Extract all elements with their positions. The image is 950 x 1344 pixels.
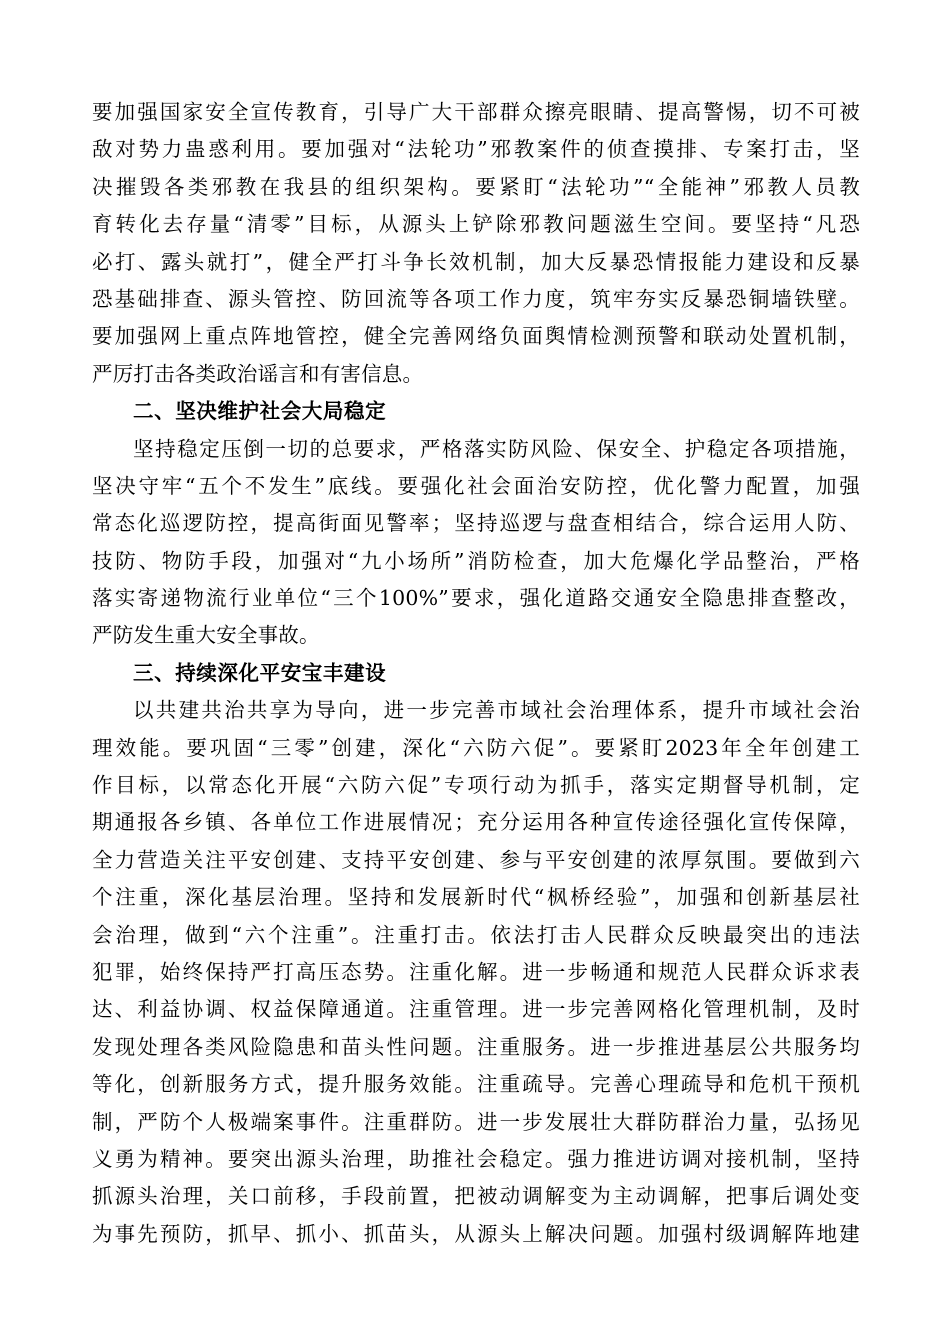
- text-line: 理效能。要巩固“三零”创建，深化“六防六促”。要紧盯2023年全年创建工: [92, 735, 860, 760]
- text-line: 为事先预防，抓早、抓小、抓苗头，从源头上解决问题。加强村级调解阵地建: [92, 1221, 860, 1246]
- section-heading-social-stability: 二、坚决维护社会大局稳定: [133, 399, 387, 424]
- text-line: 抓源头治理，关口前移，手段前置，把被动调解变为主动调解，把事后调处变: [92, 1184, 860, 1209]
- text-line: 个注重，深化基层治理。坚持和发展新时代“枫桥经验”，加强和创新基层社: [92, 885, 860, 910]
- text-line: 全力营造关注平安创建、支持平安创建、参与平安创建的浓厚氛围。要做到六: [92, 847, 860, 872]
- text-line: 敌对势力蛊惑利用。要加强对“法轮功”邪教案件的侦查摸排、专案打击，坚: [92, 137, 860, 162]
- text-line: 严防发生重大安全事故。: [92, 623, 320, 648]
- text-line: 要加强网上重点阵地管控，健全完善网络负面舆情检测预警和联动处置机制，: [92, 324, 860, 349]
- document-page: [92, 94, 860, 1253]
- text-line: 要加强国家安全宣传教育，引导广大干部群众擦亮眼睛、提高警惕，切不可被: [92, 100, 860, 124]
- text-line: 等化，创新服务方式，提升服务效能。注重疏导。完善心理疏导和危机干预机: [92, 1072, 860, 1097]
- text-line: 坚持稳定压倒一切的总要求，严格落实防风险、保安全、护稳定各项措施，: [133, 436, 860, 461]
- text-line: 育转化去存量“清零”目标，从源头上铲除邪教问题滋生空间。要坚持“凡恐: [92, 212, 860, 237]
- text-line: 达、利益协调、权益保障通道。注重管理。进一步完善网格化管理机制，及时: [92, 997, 860, 1022]
- text-line: 技防、物防手段，加强对“九小场所”消防检查，加大危爆化学品整治，严格: [92, 548, 860, 573]
- paragraph-national-security: [92, 94, 860, 393]
- text-line: 作目标，以常态化开展“六防六促”专项行动为抓手，落实定期督导机制，定: [92, 773, 860, 798]
- text-line: 犯罪，始终保持严打高压态势。注重化解。进一步畅通和规范人民群众诉求表: [92, 959, 860, 984]
- text-line: 严厉打击各类政治谣言和有害信息。: [92, 361, 424, 386]
- text-line: 义勇为精神。要突出源头治理，助推社会稳定。强力推进访调对接机制，坚持: [92, 1146, 860, 1171]
- text-line: 制，严防个人极端案事件。注重群防。进一步发展壮大群防群治力量，弘扬见: [92, 1109, 860, 1134]
- text-line: 常态化巡逻防控，提高街面见警率；坚持巡逻与盘查相结合，综合运用人防、: [92, 511, 860, 536]
- text-line: 决摧毁各类邪教在我县的组织架构。要紧盯“法轮功”“全能神”邪教人员教: [92, 174, 860, 199]
- paragraph-social-stability: [92, 431, 860, 655]
- section-heading-safe-baofeng: 三、持续深化平安宝丰建设: [133, 660, 387, 685]
- text-line: 恐基础排查、源头管控、防回流等各项工作力度，筑牢夯实反暴恐铜墙铁壁。: [92, 286, 860, 311]
- text-line: 会治理，做到“六个注重”。注重打击。依法打击人民群众反映最突出的违法: [92, 922, 860, 947]
- text-line: 以共建共治共享为导向，进一步完善市域社会治理体系，提升市域社会治: [133, 698, 860, 723]
- text-line: 必打、露头就打”，健全严打斗争长效机制，加大反暴恐情报能力建设和反暴: [92, 249, 860, 274]
- text-line: 发现处理各类风险隐患和苗头性问题。注重服务。进一步推进基层公共服务均: [92, 1034, 860, 1059]
- text-line: 落实寄递物流行业单位“三个100%”要求，强化道路交通安全隐患排查整改，: [92, 586, 860, 611]
- paragraph-safe-baofeng: [92, 692, 860, 1253]
- text-line: 坚决守牢“五个不发生”底线。要强化社会面治安防控，优化警力配置，加强: [92, 473, 860, 498]
- text-line: 期通报各乡镇、各单位工作进展情况；充分运用各种宣传途径强化宣传保障，: [92, 810, 860, 835]
